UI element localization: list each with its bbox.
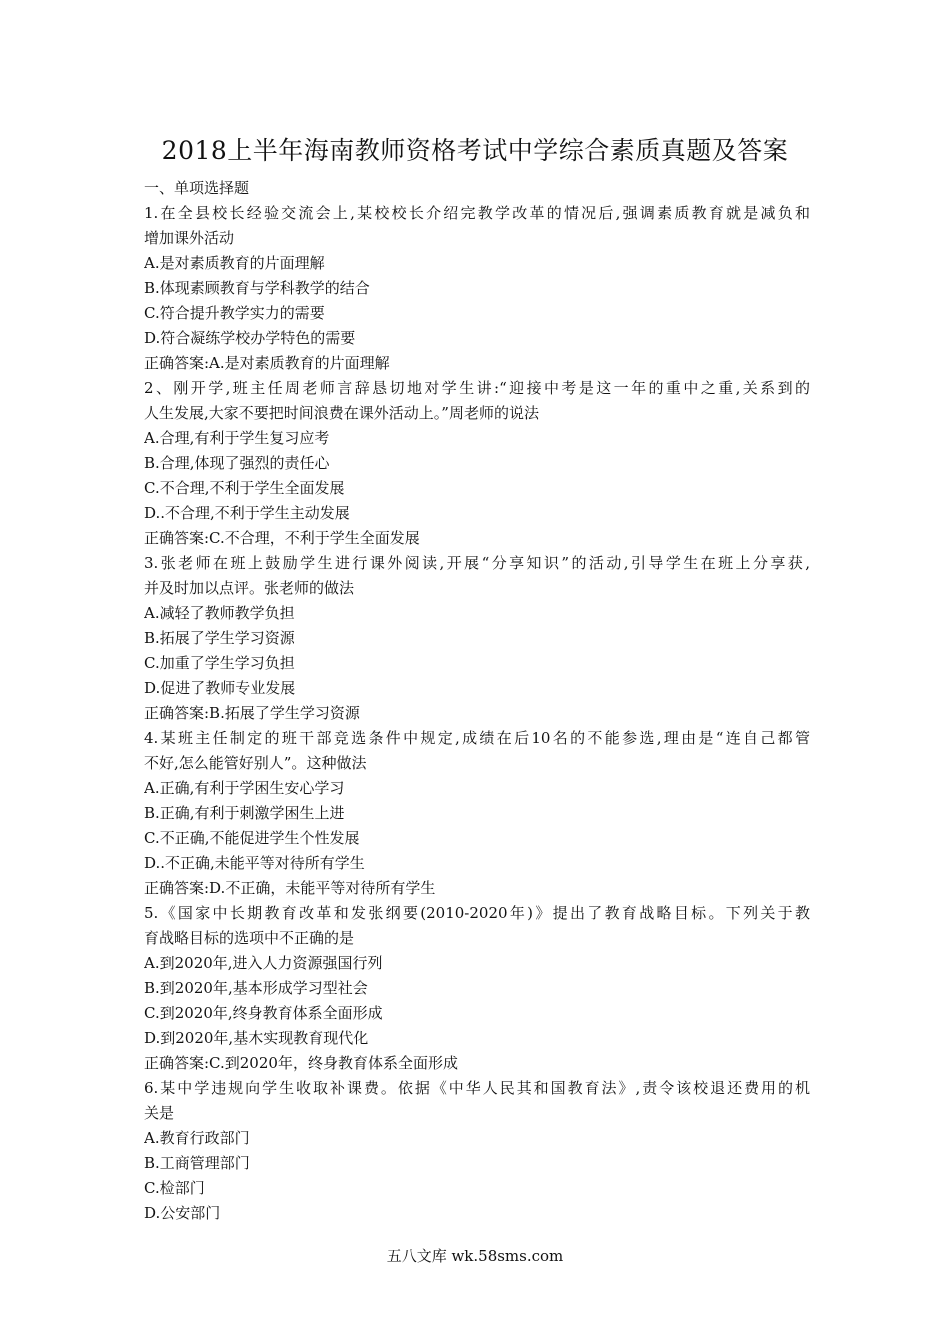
question-2-option-b: B.合理,体现了强烈的责任心	[144, 454, 330, 472]
document-body	[144, 176, 810, 1226]
page-title: 2018上半年海南教师资格考试中学综合素质真题及答案	[161, 136, 789, 165]
question-5-answer: 正确答案:C.到2020年，终身教育体系全面形成	[144, 1054, 458, 1072]
question-5-option-c: C.到2020年,终身教育体系全面形成	[144, 1004, 383, 1022]
question-5-option-b: B.到2020年,基本形成学习型社会	[144, 979, 368, 997]
question-4-option-d: D..不正确,未能平等对待所有学生	[144, 854, 365, 872]
question-2-option-a: A.合理,有利于学生复习应考	[144, 429, 330, 447]
question-2-answer: 正确答案:C.不合理，不利于学生全面发展	[144, 529, 420, 547]
question-3-stem-line-1: 3.张老师在班上鼓励学生进行课外阅读,开展“分享知识”的活动,引导学生在班上分享获,	[144, 554, 810, 572]
question-3-option-a: A.减轻了教师教学负担	[144, 604, 295, 622]
section-heading: 一、单项选择题	[144, 179, 250, 197]
question-3-answer: 正确答案:B.拓展了学生学习资源	[144, 704, 360, 722]
question-6-option-a: A.教育行政部门	[144, 1129, 250, 1147]
question-6-option-b: B.工商管理部门	[144, 1154, 250, 1172]
question-4-answer: 正确答案:D.不正确，未能平等对待所有学生	[144, 879, 436, 897]
question-1-option-c: C.符合提升教学实力的需要	[144, 304, 325, 322]
question-3-stem-line-2: 并及时加以点评。张老师的做法	[144, 579, 355, 597]
question-1-option-b: B.体现素顾教育与学科教学的结合	[144, 279, 370, 297]
question-3-option-d: D.促进了教师专业发展	[144, 679, 296, 697]
question-4-option-b: B.正确,有利于刺激学困生上进	[144, 804, 345, 822]
question-6-stem-line-1: 6.某中学违规向学生收取补课费。依据《中华人民其和国教育法》,责令该校退还费用的机	[144, 1079, 810, 1097]
question-4-option-a: A.正确,有利于学困生安心学习	[144, 779, 345, 797]
question-2-option-d: D..不合理,不利于学生主动发展	[144, 504, 350, 522]
question-4-stem-line-2: 不好,怎么能管好别人”。这种做法	[144, 754, 367, 772]
question-1-answer: 正确答案:A.是对素质教育的片面理解	[144, 354, 390, 372]
question-1-option-a: A.是对素质教育的片面理解	[144, 254, 325, 272]
question-5-stem-line-1: 5.《国家中长期教育改革和发张纲要(2010-2020年)》提出了教育战略目标。下列关于教	[144, 904, 810, 922]
question-2-stem-line-2: 人生发展,大家不要把时间浪费在课外活动上。”周老师的说法	[144, 404, 539, 422]
question-3-option-c: C.加重了学生学习负担	[144, 654, 295, 672]
question-5-option-a: A.到2020年,进入人力资源强国行列	[144, 954, 383, 972]
page-footer-watermark: 五八文库 wk.58sms.com	[386, 1247, 564, 1265]
question-4-stem-line-1: 4.某班主任制定的班干部竞选条件中规定,成绩在后10名的不能参选,理由是“连自己都管	[144, 729, 810, 747]
question-6-option-d: D.公安部门	[144, 1204, 221, 1222]
question-6-stem-line-2: 关是	[144, 1104, 175, 1122]
question-5-option-d: D.到2020年,基木实现教育现代化	[144, 1029, 369, 1047]
question-2-option-c: C.不合理,不利于学生全面发展	[144, 479, 345, 497]
question-1-stem-line-1: 1.在全县校长经验交流会上,某校校长介绍完教学改革的情况后,强调素质教育就是减负和	[144, 204, 810, 222]
question-1-stem-line-2: 增加课外活动	[144, 229, 235, 247]
question-4-option-c: C.不正确,不能促进学生个性发展	[144, 829, 360, 847]
question-3-option-b: B.拓展了学生学习资源	[144, 629, 295, 647]
question-1-option-d: D.符合凝练学校办学特色的需要	[144, 329, 356, 347]
question-6-option-c: C.检部门	[144, 1179, 205, 1197]
question-5-stem-line-2: 育战略目标的选项中不正确的是	[144, 929, 355, 947]
question-2-stem-line-1: 2、刚开学,班主任周老师言辞恳切地对学生讲:“迎接中考是这一年的重中之重,关系到的	[144, 379, 810, 397]
